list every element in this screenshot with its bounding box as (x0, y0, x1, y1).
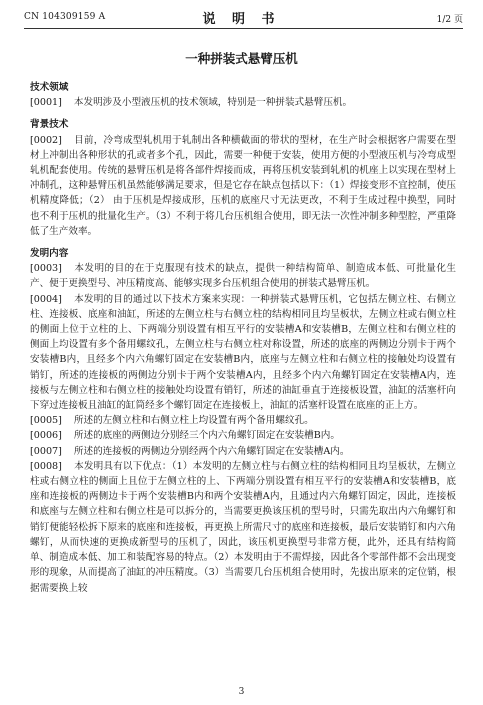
paragraph-0006 (30, 428, 456, 443)
header-divider (24, 28, 463, 29)
section-heading-background: 背景技术 (30, 119, 69, 131)
paragraph-number: [0002] (30, 134, 62, 146)
document-id: CN 104309159 A (24, 12, 106, 22)
paragraph-number: [0003] (30, 263, 62, 275)
paragraph-number: [0005] (30, 415, 62, 427)
paragraph-number: [0006] (30, 430, 62, 442)
paragraph-text: 本发明的目的通过以下技术方案来实现：一种拼装式悬臂压机，它包括左侧立柱、右侧立柱、连接板、底座和油缸，所述的左侧立柱与右侧立柱的结构相同且均呈板状，左侧立柱或右侧立柱的侧面上位于立柱的上、下两端分别设置有相互平行的安装槽A和安装槽B，左侧立柱和右侧立柱的侧面上均设置有多个备用螺纹孔，左侧立柱与右侧立柱对称设置，所述的底座的两侧边分别卡于两个安装槽B内，且经多个内六角螺钉固定在安装槽B内，底座与左侧立柱和右侧立柱的接触处均设置有销钉，所述的连接板的两侧边分别卡于两个安装槽A内，且经多个内六角螺钉固定在安装槽A内，连接板与左侧立柱和右侧立柱的接触处均设置有销钉，所述的油缸垂直于连接板设置，油缸的活塞杆向下穿过连接板且油缸的缸筒经多个螺钉固定在连接板上，油缸的活塞杆设置在底座的正上方。 (30, 293, 456, 412)
document-body (30, 80, 456, 596)
paragraph-text: 本发明具有以下优点：（1）本发明的左侧立柱与右侧立柱的结构相同且均呈板状，左侧立柱或右侧立柱的侧面上且位于左侧立柱的上、下两端分别设置有相互平行的安装槽A和安装槽B，底座和连接板的两侧边卡于两个安装槽B内和两个安装槽A内，且通过内六角螺钉固定，因此，连接板和底座与左侧立柱和右侧立柱是可以拆分的，当需要更换该压机的型号时，只需先取出内六角螺钉和销钉便能轻松拆下原来的底座和连接板，再更换上所需尺寸的底座和连接板，最后安装销钉和内六角螺钉，从而快速的更换成新型号的压机了，因此，该压机更换型号非常方便，此外，还具有结构简单、制造成本低、加工和装配容易的特点。（2）本发明由于不需焊接，因此各个零部件都不会出现变形的现象，从而提高了油缸的冲压精度。（3）当需要几台压机组合使用时，先拔出原来的定位销，根据需要换上较 (30, 460, 456, 594)
invention-title: 一种拼装式悬臂压机 (185, 51, 298, 66)
paragraph-text: 本发明的目的在于克服现有技术的缺点，提供一种结构简单、制造成本低、可批量化生产、便于更换型号、冲压精度高、能够实现多台压机组合使用的拼装式悬臂压机。 (30, 263, 456, 290)
section-heading-summary: 发明内容 (30, 248, 69, 260)
paragraph-text: 所述的连接板的两侧边分别经两个内六角螺钉固定在安装槽A内。 (73, 445, 350, 457)
paragraph-0008 (30, 459, 456, 596)
paragraph-0001 (30, 95, 456, 110)
paragraph-0003 (30, 261, 456, 291)
paragraph-text: 所述的底座的两侧边分别经三个内六角螺钉固定在安装槽B内。 (73, 430, 340, 442)
paragraph-0007 (30, 444, 456, 459)
paragraph-0004 (30, 292, 456, 414)
section-heading-field: 技术领域 (30, 82, 69, 93)
paragraph-0005 (30, 413, 456, 428)
paragraph-0002 (30, 133, 456, 239)
paragraph-number: [0008] (30, 460, 62, 472)
page-number: 3 (238, 687, 245, 697)
paragraph-number: [0001] (30, 97, 62, 109)
document-type-heading: 说 明 书 (202, 12, 281, 27)
paragraph-text: 本发明涉及小型液压机的技术领域，特别是一种拼装式悬臂压机。 (73, 97, 353, 109)
paragraph-text: 目前，冷弯成型轧机用于轧制出各种横截面的带状的型材，在生产时会根据客户需要在型材上冲制出各种形状的孔或者多个孔，因此，需要一种便于安装，使用方便的小型液压机与冷弯成型轧机配套使用。传统的悬臂压机是将各部件焊接而成，再将压机安装到轧机的机座上以实现在型材上冲制孔，这种悬臂压机虽然能够满足要求，但是它存在缺点包括以下：（1）焊接变形不宜控制，使压机精度降低；（2） 由于压机是焊接成形，压机的底座尺寸无法更改，不利于生成过程中换型，同时也不利于压机的批量化生产。（3）不利于将几台压机组合使用，即无法一次性冲制多种型腔，严重降低了生产效率。 (30, 134, 456, 237)
paragraph-number: [0004] (30, 293, 62, 305)
paragraph-number: [0007] (30, 445, 62, 457)
page-indicator: 1/2 页 (436, 15, 463, 25)
paragraph-text: 所述的左侧立柱和右侧立柱上均设置有两个备用螺纹孔。 (73, 415, 314, 427)
